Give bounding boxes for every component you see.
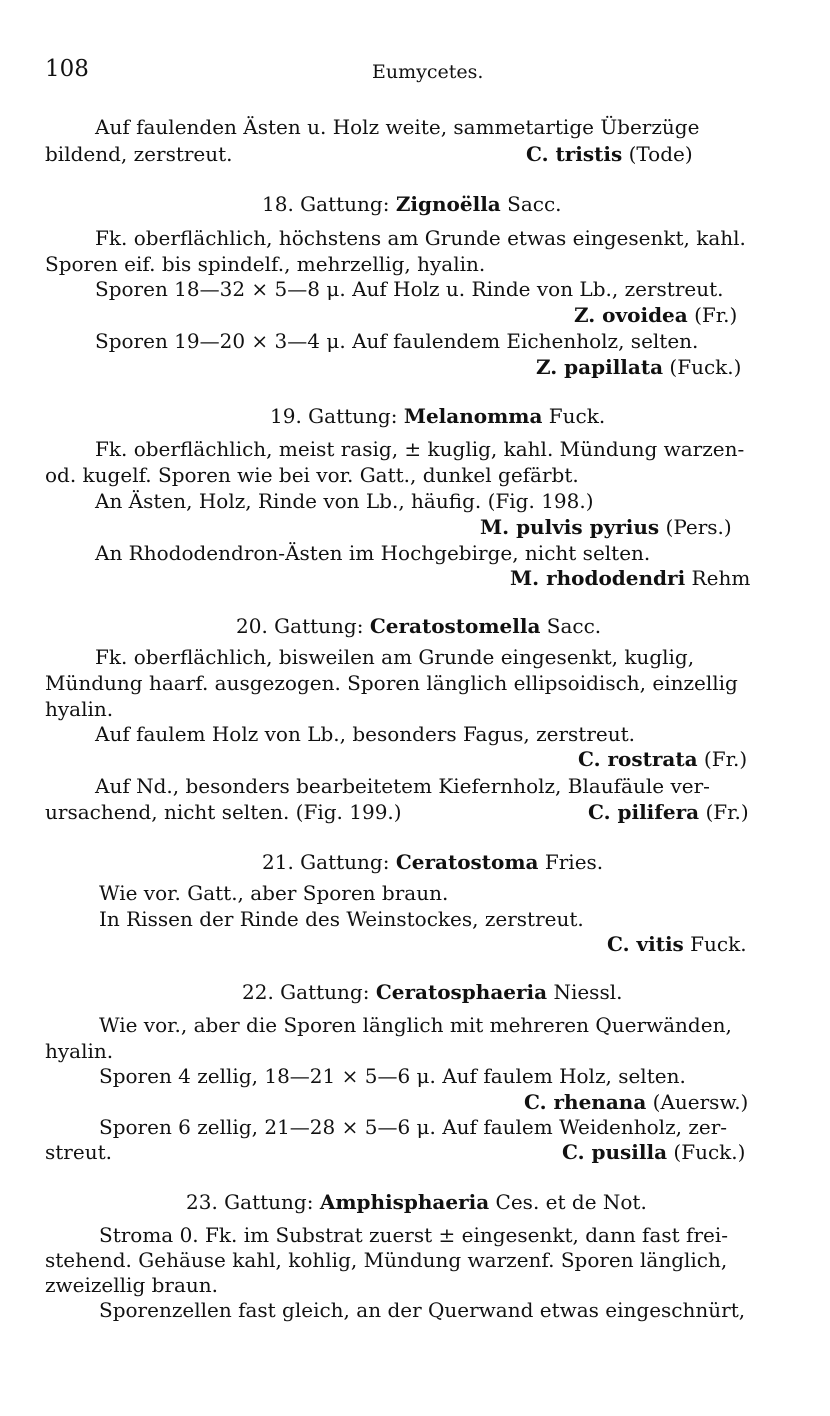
g20-desc-1: Fk. oberflächlich, bisweilen am Grunde eingesenkt, kuglig, [95, 645, 695, 669]
genus-heading-18: 18. Gattung: Zignoëlla Sacc. [262, 192, 562, 216]
g22-spec-1: Sporen 4 zellig, 18—21 × 5—6 μ. Auf faulem Holz, selten. [99, 1064, 686, 1088]
species-tristis: C. tristis (Tode) [526, 142, 693, 166]
g22-desc-2: hyalin. [45, 1039, 114, 1063]
g23-desc-2: stehend. Gehäuse kahl, kohlig, Mündung warzenf. Sporen länglich, [45, 1248, 728, 1272]
g23-desc-3: zweizellig braun. [45, 1273, 219, 1297]
intro-line-2: bildend, zerstreut. [45, 142, 233, 166]
g23-desc-4: Sporenzellen fast gleich, an der Querwand etwas eingeschnürt, [99, 1298, 746, 1322]
g21-desc-1: Wie vor. Gatt., aber Sporen braun. [99, 881, 449, 905]
g23-desc-1: Stroma 0. Fk. im Substrat zuerst ± eingesenkt, dann fast frei- [99, 1223, 728, 1247]
g20-spec-1: Auf faulem Holz von Lb., besonders Fagus, zerstreut. [95, 722, 636, 746]
species-rostrata: C. rostrata (Fr.) [578, 747, 748, 771]
species-vitis: C. vitis Fuck. [607, 932, 747, 956]
g20-desc-2: Mündung haarf. ausgezogen. Sporen länglich ellipsoidisch, einzellig [45, 671, 738, 695]
species-pilifera: C. pilifera (Fr.) [588, 800, 749, 824]
species-ovoidea: Z. ovoidea (Fr.) [574, 303, 738, 327]
genus-heading-21: 21. Gattung: Ceratostoma Fries. [262, 850, 604, 874]
species-rhenana: C. rhenana (Auersw.) [524, 1090, 749, 1114]
running-title: Eumycetes. [372, 61, 484, 83]
intro-line-1: Auf faulenden Ästen u. Holz weite, sammetartige Überzüge [95, 115, 700, 139]
g22-desc-1: Wie vor., aber die Sporen länglich mit mehreren Querwänden, [99, 1013, 732, 1037]
g18-desc-2: Sporen eif. bis spindelf., mehrzellig, hyalin. [45, 252, 486, 276]
g22-spec-2b: streut. [45, 1140, 112, 1164]
g22-spec-2: Sporen 6 zellig, 21—28 × 5—6 μ. Auf faulem Weidenholz, zer- [99, 1115, 728, 1139]
g20-spec-2b: ursachend, nicht selten. (Fig. 199.) [45, 800, 402, 824]
species-papillata: Z. papillata (Fuck.) [536, 355, 742, 379]
species-rhododendri: M. rhododendri Rehm [510, 566, 751, 590]
g18-spec-1: Sporen 18—32 × 5—8 μ. Auf Holz u. Rinde von Lb., zerstreut. [95, 277, 724, 301]
genus-heading-22: 22. Gattung: Ceratosphaeria Niessl. [242, 980, 623, 1004]
g21-spec-1: In Rissen der Rinde des Weinstockes, zerstreut. [99, 907, 584, 931]
g19-spec-2: An Rhododendron-Ästen im Hochgebirge, nicht selten. [95, 541, 651, 565]
g18-desc-1: Fk. oberflächlich, höchstens am Grunde etwas eingesenkt, kahl. [95, 226, 746, 250]
species-pusilla: C. pusilla (Fuck.) [562, 1140, 746, 1164]
species-pulvis-pyrius: M. pulvis pyrius (Pers.) [480, 515, 732, 539]
genus-heading-20: 20. Gattung: Ceratostomella Sacc. [236, 614, 602, 638]
g20-spec-2: Auf Nd., besonders bearbeitetem Kiefernholz, Blaufäule ver- [95, 774, 710, 798]
page-number: 108 [45, 56, 89, 82]
genus-heading-23: 23. Gattung: Amphisphaeria Ces. et de Not. [186, 1190, 647, 1214]
genus-heading-19: 19. Gattung: Melanomma Fuck. [270, 404, 606, 428]
g18-spec-2: Sporen 19—20 × 3—4 μ. Auf faulendem Eichenholz, selten. [95, 329, 699, 353]
g20-desc-3: hyalin. [45, 697, 114, 721]
g19-spec-1: An Ästen, Holz, Rinde von Lb., häufig. (Fig. 198.) [95, 489, 594, 513]
g19-desc-1: Fk. oberflächlich, meist rasig, ± kuglig, kahl. Mündung warzen- [95, 437, 745, 461]
g19-desc-2: od. kugelf. Sporen wie bei vor. Gatt., dunkel gefärbt. [45, 463, 579, 487]
